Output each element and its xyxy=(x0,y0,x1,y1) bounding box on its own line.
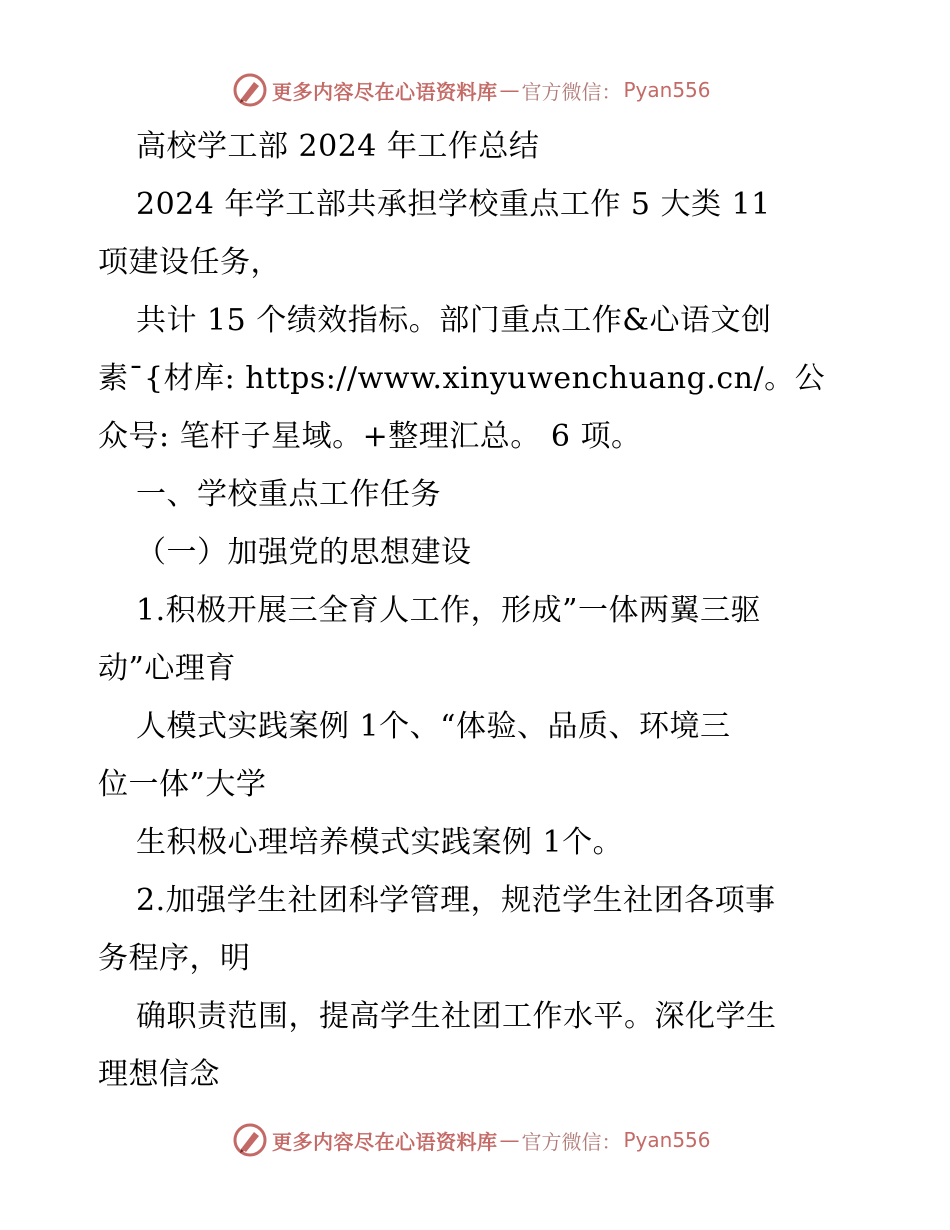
paragraph-line: 2.加强学生社团科学管理，规范学生社团各项事 xyxy=(136,883,776,918)
document-title: 高校学工部 2024 年工作总结 xyxy=(136,129,540,164)
paragraph-line: 众号: 笔杆子星域。+整理汇总。 6 项。 xyxy=(98,419,642,454)
pen-circle-logo-icon xyxy=(232,72,268,108)
watermark-wechat-label: 官方微信： xyxy=(521,1129,622,1154)
paragraph-line: 1.积极开展三全育人工作，形成”一体两翼三驱 xyxy=(136,593,761,628)
paragraph-line: 人模式实践案例 1个、“体验、品质、环境三 xyxy=(136,709,731,744)
paragraph-line: 动”心理育 xyxy=(98,651,236,686)
header-watermark xyxy=(232,70,722,110)
watermark-account: Pyan556 xyxy=(623,78,711,102)
paragraph-line: 素¯{材库: https://www.xinyuwenchuang.cn/。公 xyxy=(98,361,826,396)
section-heading: 一、学校重点工作任务 xyxy=(136,477,441,512)
subsection-heading: （一）加强党的思想建设 xyxy=(136,535,472,570)
pen-circle-logo-icon xyxy=(232,1122,268,1158)
watermark-account: Pyan556 xyxy=(623,1128,711,1152)
watermark-separator: — xyxy=(499,78,520,102)
paragraph-line: 项建设任务， xyxy=(98,245,281,280)
paragraph-line: 生积极心理培养模式实践案例 1个。 xyxy=(136,825,624,860)
watermark-separator: — xyxy=(499,1128,520,1152)
paragraph-line: 务程序，明 xyxy=(98,941,251,976)
paragraph-line: 2024 年学工部共承担学校重点工作 5 大类 11 xyxy=(136,187,771,222)
paragraph-line: 位一体”大学 xyxy=(98,767,267,802)
paragraph-line: 理想信念 xyxy=(98,1057,220,1092)
paragraph-line: 确职责范围，提高学生社团工作水平。深化学生 xyxy=(136,999,777,1034)
document-body xyxy=(98,118,858,1104)
watermark-brand-text: 更多内容尽在心语资料库 xyxy=(272,1129,498,1154)
watermark-brand-text: 更多内容尽在心语资料库 xyxy=(272,79,498,104)
footer-watermark xyxy=(232,1120,722,1160)
watermark-wechat-label: 官方微信： xyxy=(521,79,622,104)
paragraph-line: 共计 15 个绩效指标。部门重点工作&心语文创 xyxy=(136,303,772,338)
